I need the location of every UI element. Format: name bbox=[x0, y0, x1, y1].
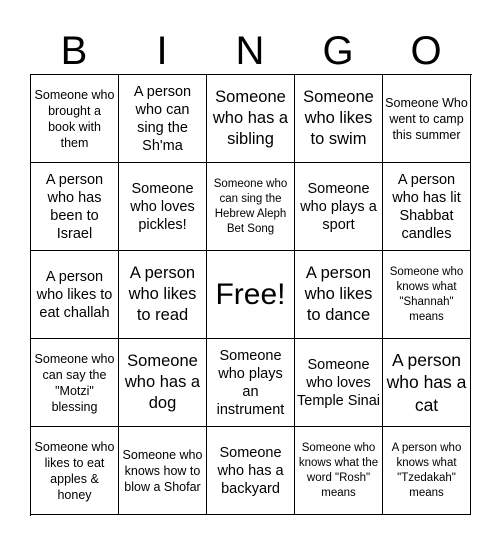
cell-text: A person who likes to dance bbox=[304, 264, 373, 324]
bingo-cell-r5c1[interactable] bbox=[31, 427, 119, 515]
bingo-cell-r2c2[interactable] bbox=[119, 163, 207, 251]
bingo-cell-r3c4[interactable] bbox=[295, 251, 383, 339]
cell-text: A person who knows what "Tzedakah" means bbox=[391, 441, 462, 499]
bingo-cell-r2c5[interactable] bbox=[383, 163, 471, 251]
bingo-cell-r1c4[interactable] bbox=[295, 75, 383, 163]
bingo-cell-r2c3[interactable] bbox=[207, 163, 295, 251]
cell-text: A person who can sing the Sh'ma bbox=[133, 83, 192, 154]
cell-text: Someone who plays an instrument bbox=[216, 347, 285, 418]
cell-text: Someone who has a sibling bbox=[212, 88, 289, 148]
bingo-cell-r5c2[interactable] bbox=[119, 427, 207, 515]
bingo-cell-r1c1[interactable] bbox=[31, 75, 119, 163]
cell-text: Someone who likes to swim bbox=[303, 88, 374, 148]
bingo-cell-r4c5[interactable] bbox=[383, 339, 471, 427]
cell-text: Someone who can sing the Hebrew Aleph Bet Song bbox=[213, 177, 288, 235]
bingo-cell-r3c5[interactable] bbox=[383, 251, 471, 339]
bingo-cell-r5c3[interactable] bbox=[207, 427, 295, 515]
free-space-label: Free! bbox=[215, 277, 286, 311]
cell-text: Someone who has a dog bbox=[124, 352, 201, 412]
cell-text: Someone who loves pickles! bbox=[130, 180, 195, 233]
bingo-cell-r5c4[interactable] bbox=[295, 427, 383, 515]
header-letter-n: N bbox=[235, 29, 265, 73]
cell-text: A person who has lit Shabbat candles bbox=[392, 171, 461, 242]
bingo-cell-free[interactable] bbox=[207, 251, 295, 339]
header-letter-i: I bbox=[156, 29, 168, 73]
bingo-header bbox=[30, 28, 470, 74]
bingo-cell-r3c2[interactable] bbox=[119, 251, 207, 339]
cell-text: Someone who can say the "Motzi" blessing bbox=[34, 351, 115, 414]
cell-text: A person who has a cat bbox=[386, 349, 467, 415]
bingo-cell-r1c5[interactable] bbox=[383, 75, 471, 163]
header-letter-o: O bbox=[410, 29, 442, 73]
bingo-cell-r4c4[interactable] bbox=[295, 339, 383, 427]
cell-text: Someone who loves Temple Sinai bbox=[297, 356, 381, 409]
cell-text: Someone who plays a sport bbox=[300, 180, 377, 233]
cell-text: Someone who knows how to blow a Shofar bbox=[122, 447, 203, 494]
bingo-cell-r3c1[interactable] bbox=[31, 251, 119, 339]
bingo-cell-r1c3[interactable] bbox=[207, 75, 295, 163]
bingo-cell-r4c2[interactable] bbox=[119, 339, 207, 427]
cell-text: Someone who likes to eat apples & honey bbox=[34, 439, 115, 502]
cell-text: Someone who knows what "Shannah" means bbox=[389, 265, 464, 323]
cell-text: A person who likes to eat challah bbox=[36, 268, 113, 321]
bingo-cell-r4c1[interactable] bbox=[31, 339, 119, 427]
cell-text: Someone who knows what the word "Rosh" means bbox=[298, 441, 379, 499]
bingo-cell-r1c2[interactable] bbox=[119, 75, 207, 163]
cell-text: A person who likes to read bbox=[128, 264, 197, 324]
cell-text: Someone Who went to camp this summer bbox=[385, 95, 468, 142]
bingo-cell-r4c3[interactable] bbox=[207, 339, 295, 427]
header-letter-g: G bbox=[322, 29, 354, 73]
bingo-cell-r2c4[interactable] bbox=[295, 163, 383, 251]
bingo-cell-r5c5[interactable] bbox=[383, 427, 471, 515]
cell-text: Someone who brought a book with them bbox=[34, 87, 115, 150]
cell-text: Someone who has a backyard bbox=[217, 444, 284, 497]
bingo-grid bbox=[30, 74, 472, 516]
cell-text: A person who has been to Israel bbox=[45, 171, 104, 242]
header-letter-b: B bbox=[60, 29, 88, 73]
bingo-cell-r2c1[interactable] bbox=[31, 163, 119, 251]
